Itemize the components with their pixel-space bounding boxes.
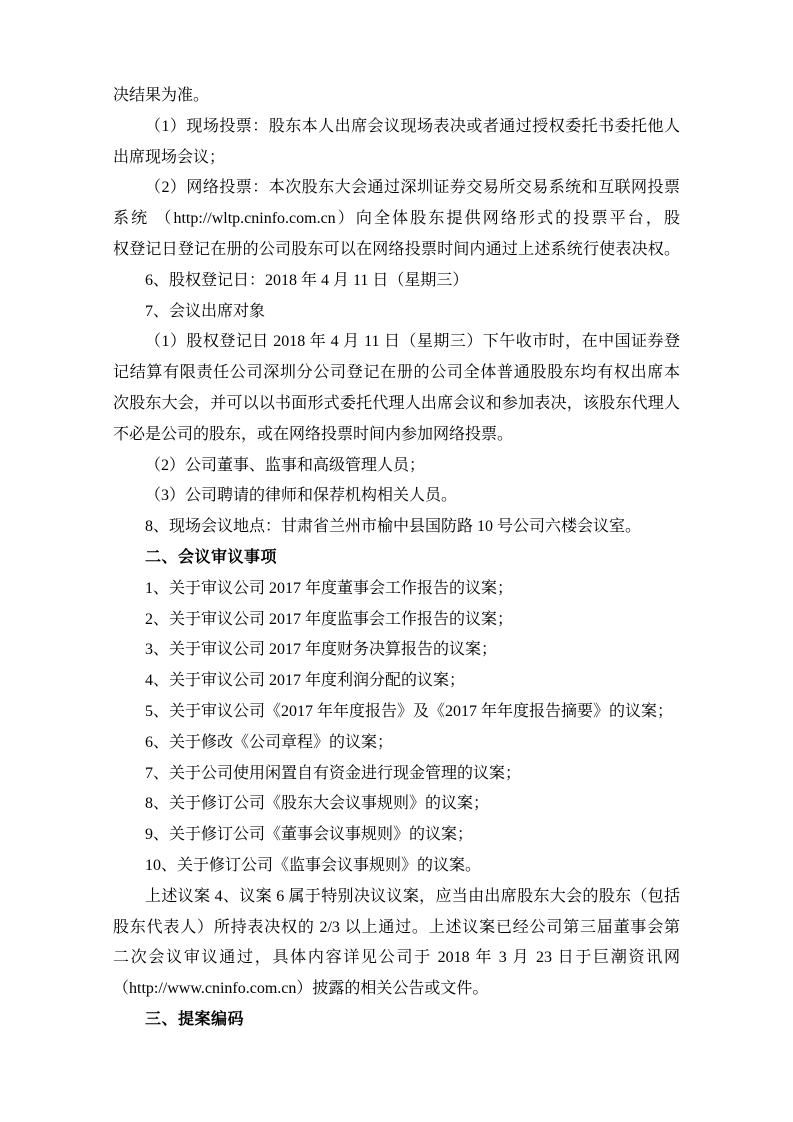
paragraph-line: 系统 （http://wltp.cninfo.com.cn）向全体股东提供网络形式的投票平台，股: [113, 210, 680, 228]
section-heading: 二、会议审议事项: [145, 548, 278, 566]
paragraph-line: 8、现场会议地点：甘肃省兰州市榆中县国防路 10 号公司六楼会议室。: [145, 518, 642, 536]
paragraph-line: （1）现场投票：股东本人出席会议现场表决或者通过授权委托书委托他人: [145, 117, 680, 135]
paragraph-line: 上述议案 4、议案 6 属于特别决议议案，应当由出席股东大会的股东（包括: [145, 887, 680, 905]
paragraph-line: 6、关于修改《公司章程》的议案；: [145, 733, 394, 751]
paragraph-line: 次股东大会，并可以以书面形式委托代理人出席会议和参加表决，该股东代理人: [113, 394, 680, 412]
paragraph-line: 9、关于修订公司《董事会议事规则》的议案；: [145, 826, 474, 844]
paragraph-line: （2）网络投票：本次股东大会通过深圳证券交易所交易系统和互联网投票: [145, 179, 680, 197]
paragraph-line: 3、关于审议公司 2017 年度财务决算报告的议案；: [145, 641, 498, 659]
document-body: [113, 81, 680, 1036]
paragraph-line: 6、股权登记日：2018 年 4 月 11 日（星期三）: [145, 271, 469, 289]
paragraph-line: （1）股权登记日 2018 年 4 月 11 日（星期三）下午收市时，在中国证券登: [145, 333, 680, 351]
section-heading: 三、提案编码: [145, 1010, 245, 1028]
paragraph-line: （2）公司董事、监事和高级管理人员；: [145, 456, 426, 474]
paragraph-line: 7、会议出席对象: [145, 302, 266, 320]
paragraph-line: 7、关于公司使用闲置自有资金进行现金管理的议案；: [145, 764, 522, 782]
paragraph-line: 出席现场会议；: [113, 148, 226, 166]
paragraph-line: 权登记日登记在册的公司股东可以在网络投票时间内通过上述系统行使表决权。: [113, 240, 680, 258]
paragraph-line: 5、关于审议公司《2017 年年度报告》及《2017 年年度报告摘要》的议案；: [145, 702, 674, 720]
paragraph-line: 不必是公司的股东，或在网络投票时间内参加网络投票。: [113, 425, 514, 443]
paragraph-line: 记结算有限责任公司深圳分公司登记在册的公司全体普通股股东均有权出席本: [113, 364, 680, 382]
paragraph-line: 决结果为准。: [113, 87, 210, 104]
paragraph-line: 10、关于修订公司《监事会议事规则》的议案。: [145, 856, 482, 874]
paragraph-line: 1、关于审议公司 2017 年度董事会工作报告的议案；: [145, 579, 514, 597]
paragraph-line: 二次会议审议通过，具体内容详见公司于 2018 年 3 月 23 日于巨潮资讯网: [113, 949, 680, 967]
paragraph-line: （3）公司聘请的律师和保荐机构相关人员。: [145, 487, 458, 505]
paragraph-line: 8、关于修订公司《股东大会议事规则》的议案；: [145, 795, 490, 813]
paragraph-line: 4、关于审议公司 2017 年度利润分配的议案；: [145, 672, 466, 690]
paragraph-line: 2、关于审议公司 2017 年度监事会工作报告的议案；: [145, 610, 514, 628]
paragraph-line: （http://www.cninfo.com.cn）披露的相关公告或文件。: [113, 980, 489, 998]
paragraph-line: 股东代表人）所持表决权的 2/3 以上通过。上述议案已经公司第三届董事会第: [113, 918, 680, 936]
